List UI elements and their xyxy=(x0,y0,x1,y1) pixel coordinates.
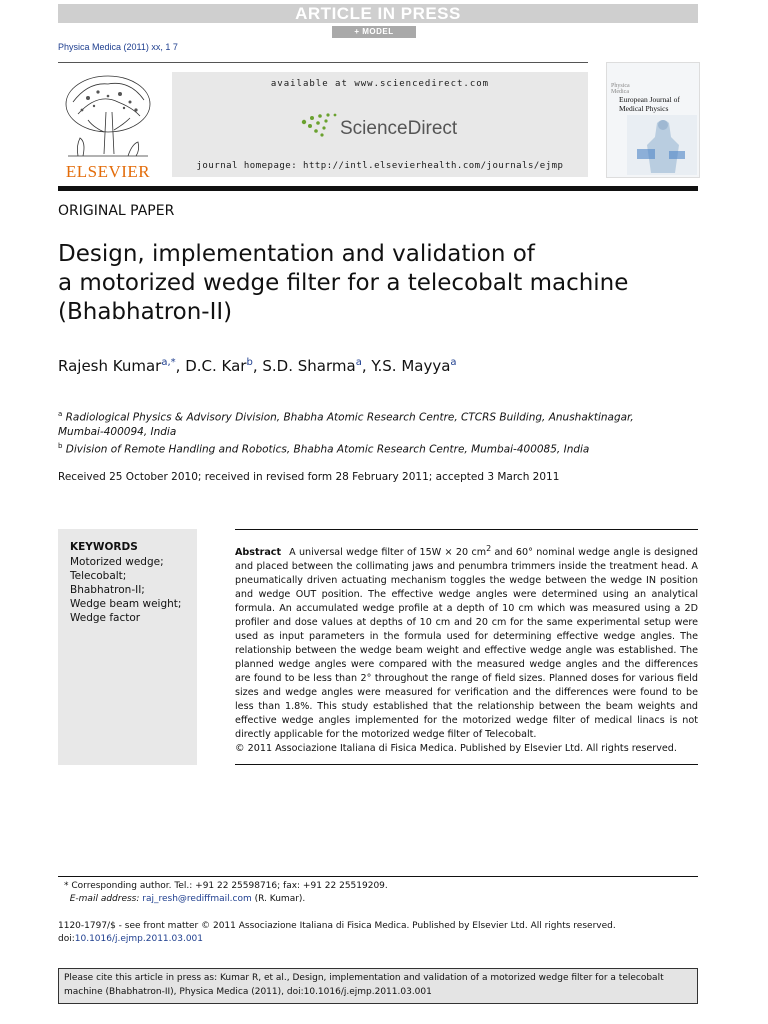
author-affil-link[interactable]: a xyxy=(450,357,457,368)
doi-line xyxy=(58,933,616,946)
footnote-email-line xyxy=(64,893,388,906)
abstract-superscript: 2 xyxy=(486,544,492,553)
affiliations xyxy=(58,407,698,456)
author-affil-link[interactable]: a xyxy=(355,357,362,368)
doi-label: doi: xyxy=(58,934,75,944)
author-name: Rajesh Kumar xyxy=(58,357,162,375)
keywords-list xyxy=(70,555,181,625)
author-list xyxy=(58,357,457,375)
author-name: D.C. Kar xyxy=(185,357,247,375)
title-line-2: a motorized wedge filter for a telecobalt machine xyxy=(58,270,629,296)
email-label: E-mail address: xyxy=(69,894,140,904)
article-in-press-banner: ARTICLE IN PRESS xyxy=(58,4,698,23)
affiliation-b xyxy=(58,439,698,457)
journal-citation[interactable]: Physica Medica (2011) xx, 1 7 xyxy=(58,42,178,52)
affiliation-a xyxy=(58,407,698,439)
keyword-item: Telecobalt; xyxy=(70,570,127,582)
doi-link[interactable]: 10.1016/j.ejmp.2011.03.001 xyxy=(74,934,204,944)
elsevier-wordmark: ELSEVIER xyxy=(65,162,151,181)
author-affil-link[interactable]: b xyxy=(246,357,253,368)
abstract-copyright: © 2011 Associazione Italiana di Fisica Medica. Published by Elsevier Ltd. All rights reserved. xyxy=(235,743,677,755)
affiliation-text: Mumbai-400094, India xyxy=(58,425,177,438)
title-line-1: Design, implementation and validation of xyxy=(58,241,535,267)
masthead-top-rule xyxy=(58,62,588,63)
cover-figure-art xyxy=(627,115,697,175)
keyword-item: Wedge factor xyxy=(70,612,141,624)
author-name: S.D. Sharma xyxy=(262,357,356,375)
affiliation-mark: a xyxy=(58,410,63,418)
journal-cover-thumbnail xyxy=(606,62,700,178)
keyword-item: Bhabhatron-II; xyxy=(70,584,145,596)
author-name: Y.S. Mayya xyxy=(371,357,451,375)
abstract-label: Abstract xyxy=(235,547,282,559)
front-matter-text: 1120-1797/$ - see front matter © 2011 Associazione Italiana di Fisica Medica. Published by Elsevier Ltd. All rights reserved. xyxy=(58,921,616,931)
email-link[interactable]: raj_resh@rediffmail.com xyxy=(142,894,252,904)
abstract-bottom-rule xyxy=(235,764,698,765)
cover-publisher: Physica Medica xyxy=(611,83,630,95)
title-line-3: (Bhabhatron-II) xyxy=(58,299,233,325)
author-separator: , xyxy=(175,357,186,375)
abstract-text: A universal wedge filter of 15W × 20 cm xyxy=(289,547,487,559)
keywords-heading: KEYWORDS xyxy=(70,541,138,553)
author-separator: , xyxy=(252,357,263,375)
abstract-top-rule xyxy=(235,529,698,530)
sciencedirect-dots-icon xyxy=(300,112,340,142)
keyword-item: Motorized wedge; xyxy=(70,556,164,568)
corresponding-author-footnote xyxy=(64,880,388,906)
available-at-text[interactable]: available at www.sciencedirect.com xyxy=(270,79,490,89)
affiliation-mark: b xyxy=(58,441,63,450)
footnote-contact: * Corresponding author. Tel.: +91 22 25598716; fax: +91 22 25519209. xyxy=(64,881,388,891)
affiliation-text: Radiological Physics & Advisory Division, Bhabha Atomic Research Centre, CTCRS Building, Anushaktinagar, xyxy=(65,411,634,424)
footnote-rule xyxy=(58,876,698,877)
front-matter-info xyxy=(58,920,616,946)
model-tag: + MODEL xyxy=(332,26,416,38)
abstract-text: and 60° nominal wedge angle is designed and placed between the collimating jaws and penumbra trimmers inside the treatment head. A pneumatically driven actuating mechanism toggles the wedge between the wedge IN position and wedge OUT position. The effective wedge angles were determined using an analytical formula. An accumulated wedge profile at a depth of 10 cm which was measured using a 2D profiler and dose values at depths of 10 cm and 20 cm for the same experimental setup were used as input parameters in the formula used for determining effective wedge angles. The relationship between the wedge beam weight and effective wedge angle was established. The planned wedge angles were compared with the measured wedge angles and the differences are found to be less than 2° throughout the range of field sizes. Planned doses for various field sizes and wedge angles were measured for verification and the differences were found to be less than 1.8%. This study established that the relationship between the beam weights and effective wedge angles implemented for the motorized wedge filter of medical linacs is not directly applicable for the motorized wedge filter of Telecobalt. xyxy=(235,547,698,741)
affiliation-text: Division of Remote Handling and Robotics, Bhabha Atomic Research Centre, Mumbai-400085, India xyxy=(65,443,590,455)
paper-title xyxy=(58,240,698,327)
author-separator: , xyxy=(361,357,372,375)
author-affil-link[interactable]: a,* xyxy=(161,357,176,368)
keyword-item: Wedge beam weight; xyxy=(70,598,182,610)
section-label: ORIGINAL PAPER xyxy=(58,203,175,219)
received-dates: Received 25 October 2010; received in revised form 28 February 2011; accepted 3 March 2011 xyxy=(58,471,560,483)
sciencedirect-logo: ScienceDirect xyxy=(340,118,458,139)
email-suffix: (R. Kumar). xyxy=(251,894,306,904)
cover-title: European Journal of Medical Physics xyxy=(619,95,680,113)
abstract xyxy=(235,542,698,756)
cite-notice: Please cite this article in press as: Kumar R, et al., Design, implementation and validation of a motorized wedge filter for a telecobalt machine (Bhabhatron-II), Physica Medica (2011), doi:10.1016/j.ejmp.2011.03.001 xyxy=(64,973,664,997)
masthead-bottom-rule xyxy=(58,186,698,191)
journal-homepage-text[interactable]: journal homepage: http://intl.elsevierhealth.com/journals/ejmp xyxy=(196,161,564,171)
